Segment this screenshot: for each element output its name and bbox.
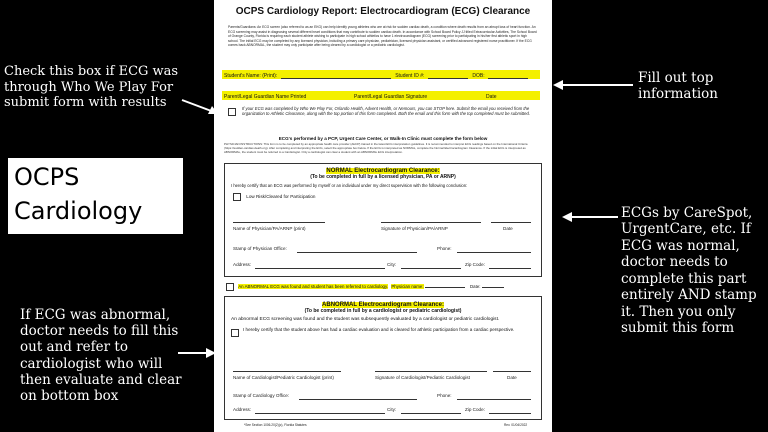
arrow-to-normal-section-icon <box>560 210 620 224</box>
physician-stamp-label: Stamp of Physician Office: <box>233 246 287 251</box>
normal-title: NORMAL Electrocardiogram Clearance: <box>326 168 440 174</box>
slide-title <box>8 158 183 259</box>
ecgs-note: ECGs by CareSpot, UrgentCare, etc. If ECG was normal, doctor needs to complete this part entirely AND stamp it. Then you only submit this form <box>621 205 757 337</box>
wwpf-checkbox[interactable] <box>228 108 236 116</box>
physician-city-label: City: <box>387 262 397 267</box>
wwpf-text: If your ECG was completed by Who We Play For, Orlando Health, Advent Health, or Nemours, you can STOP here. Submit the email you received from the organization to Athletic Clearance, along with the top portion of this form completed. Both the email and this form with the top completed must be submitted. <box>242 106 531 117</box>
dob-label: DOB: <box>472 73 485 79</box>
physician-name-label: Name of Physician/PA/ARNP (print) <box>233 226 306 231</box>
referral-date-field[interactable] <box>482 287 504 288</box>
cardiologist-name-label: Name of Cardiologist/Pediatric Cardiologist (print) <box>233 375 334 380</box>
form-title: OCPS Cardiology Report: Electrocardiogram (ECG) Clearance <box>235 6 531 17</box>
low-risk-checkbox[interactable] <box>233 193 241 201</box>
abnormal-title: ABNORMAL Electrocardiogram Clearance: <box>322 302 444 308</box>
fill-top-note: Fill out top information <box>638 70 719 103</box>
check-box-note: Check this box if ECG was through Who We Play For submit form with results <box>4 64 179 111</box>
abnormal-note: If ECG was abnormal, doctor needs to fill this out and refer to cardiologist who will then evaluate and clear on bottom box <box>20 307 182 404</box>
cardiology-city-label: City: <box>387 407 397 412</box>
abnormal-certify: I hereby certify that the student above has had a cardiac evaluation and is cleared for athletic participation from a cardiac perspective. <box>243 327 515 332</box>
cardiology-stamp-label: Stamp of Cardiology Office: <box>233 393 290 398</box>
student-id-field[interactable] <box>428 78 468 79</box>
physician-date-label: Date <box>503 226 513 231</box>
cardiology-address-label: Address: <box>233 407 252 412</box>
referral-date-label: Date: <box>470 284 481 290</box>
footer-statute: *See Section 1006.20(2)(c), Florida Statutes <box>244 423 307 427</box>
pcp-heading: ECG's performed by a PCP, Urgent Care Center, or Walk-In Clinic must complete the form below <box>278 136 488 141</box>
cardiologist-signature-label: Signature of Cardiologist/Pediatric Cardiologist <box>375 375 470 380</box>
physician-instructions: PHYSICIAN INSTRUCTIONS: This form is to be completed by an appropriate health care provider (AHCP) trained in the latest ECG interpretation guidelines. It is recommended to interpret ECG readings based on the International Criteria (https://sudden-cardiac-death.org). After completing and interpreting the ECG, select the appropriate box below. If the ECG is interpreted as NORMAL, complete the Normal Electrocardiogram Clearance. If the initial ECG is interpreted as ABNORMAL, the student must be referred to a Cardiologist. Only a cardiologist can clear a student with an ABNORMAL ECG interpretation. <box>224 142 528 154</box>
student-id-label: Student ID #: <box>395 73 425 79</box>
slide-title-line1: OCPS Cardiology <box>14 163 143 225</box>
physician-address-label: Address: <box>233 262 252 267</box>
arrow-to-top-info-icon <box>551 78 635 92</box>
normal-clearance-section <box>224 163 542 277</box>
cardiology-phone-label: Phone: <box>437 393 452 398</box>
ecg-form-document <box>214 0 552 432</box>
dob-field[interactable] <box>488 78 528 79</box>
student-name-label: Student's Name: (Print): <box>224 73 278 79</box>
parent-printed-label: Parent/Legal Guardian Name Printed <box>224 94 307 100</box>
cardiologist-date-label: Date <box>507 375 517 380</box>
physician-phone-label: Phone: <box>437 246 452 251</box>
referral-physician-field[interactable] <box>425 287 465 288</box>
low-risk-label: Low Risk/Cleared for Participation <box>246 193 316 199</box>
referral-physician-label: Physician name: <box>391 284 424 290</box>
normal-subtitle: (To be completed in full by a licensed physician, PA or ARNP) <box>310 174 456 180</box>
student-name-field[interactable] <box>281 78 391 79</box>
arrow-to-abnormal-section-icon <box>176 346 218 360</box>
parent-date-label: Date <box>486 94 497 100</box>
parent-signature-label: Parent/Legal Guardian Signature <box>354 94 428 100</box>
parent-info-row <box>222 91 540 100</box>
abnormal-found: An abnormal ECG screening was found and the student was subsequently evaluated by a cardiologist or pediatric cardiologist. <box>231 317 500 322</box>
referral-checkbox[interactable] <box>226 283 234 291</box>
slide-title-line2: Report Form <box>14 231 162 259</box>
normal-certify: I hereby certify that an ECG was performed by myself or an individual under my direct supervision with the following conclusion: <box>231 183 468 188</box>
abnormal-subtitle: (To be completed in full by a cardiologist or pediatric cardiologist) <box>304 308 462 314</box>
abnormal-clearance-section <box>224 296 542 420</box>
footer-revision: Rev. 01/04/2022 <box>504 423 528 427</box>
student-info-row <box>222 70 540 79</box>
physician-signature-label: Signature of Physician/PA/ARNP <box>381 226 448 231</box>
form-intro: Parents/Guardians: An ECG screen (also referred to as an EKG) can help identify young athletes who are at risk for sudden cardiac death, a condition where death results from an abrupt loss of heart function. An ECG screening may assist in diagnosing several different heart conditions that may contribute to sudden cardiac death. In accordance with School Board Policy JJ titled Extracurricular Activities, The School Board of Orange County, Florida is requiring each student athlete wishing to participate in high school athletics to have 1 electrocardiogram (ECG) screening prior to participating in his/her first athletic sport in high school. The initial ECG may be completed by any licensed physician, including a primary care physician, pediatrician, licensed physician assistant, or certified advanced registered nurse practitioner. If the ECG comes back ABNORMAL, the student may only participate after being cleared by a cardiologist or a pediatric cardiologist. <box>228 25 537 48</box>
cardiology-zip-label: Zip Code: <box>465 407 485 412</box>
physician-zip-label: Zip Code: <box>465 262 485 267</box>
referral-text: An ABNORMAL ECG was found and student has been referred to cardiology. <box>238 284 389 290</box>
abnormal-cleared-checkbox[interactable] <box>231 329 239 337</box>
